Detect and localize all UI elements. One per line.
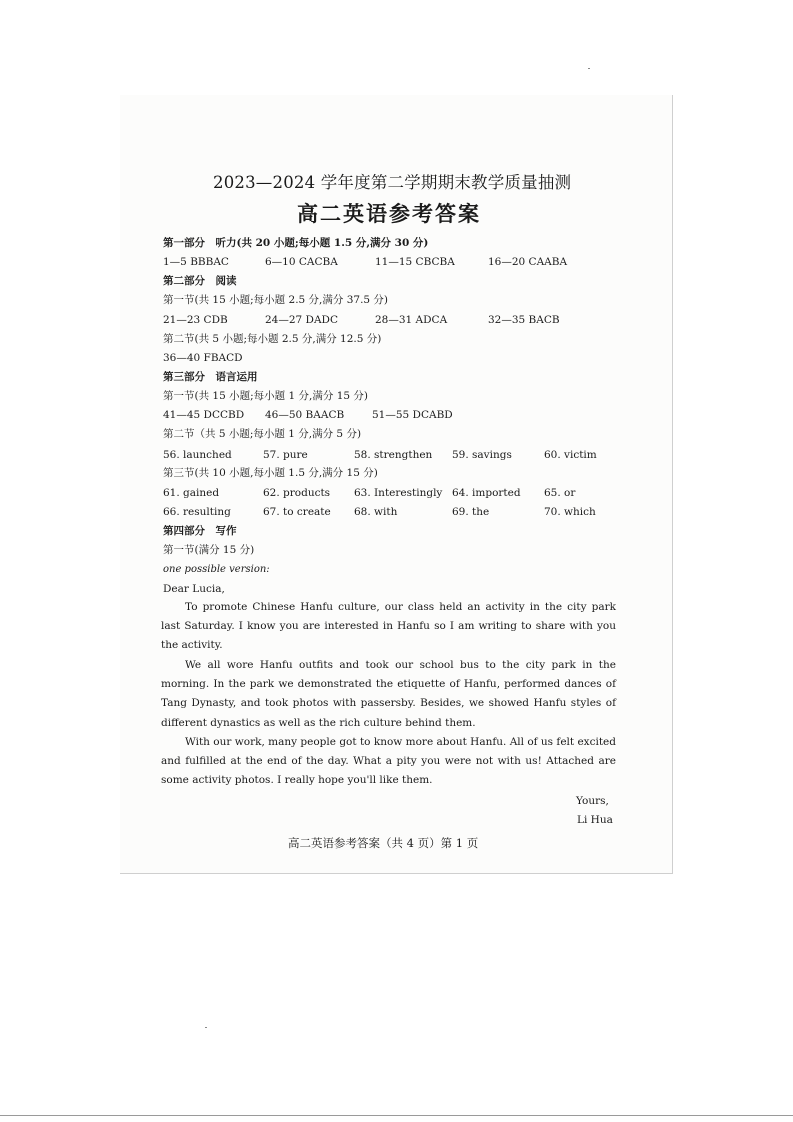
letter-paragraph <box>161 598 616 656</box>
answer-item: 63. Interestingly <box>354 487 443 499</box>
part3-section2-heading: 第二节（共 5 小题;每小题 1 分,满分 5 分) <box>163 428 362 440</box>
answer-item: 67. to create <box>263 506 331 518</box>
letter-signature: Li Hua <box>577 814 613 826</box>
paragraph-text: We all wore Hanfu outfits and took our school bus to the city park in the morning. In the park we demonstrated the etiquette of Hanfu, performed dances of Tang Dynasty, and took photos with passersby. Besides, we showed Hanfu styles of different dynastics as well as the rich culture behind them. <box>161 659 616 729</box>
answer-group: 1—5 BBBAC <box>163 256 229 268</box>
letter-paragraph <box>161 733 616 791</box>
page-title: 高二英语参考答案 <box>297 201 481 226</box>
answer-item: 64. imported <box>452 487 521 499</box>
part2-heading: 第二部分 阅读 <box>163 275 237 287</box>
paragraph-text: To promote Chinese Hanfu culture, our class held an activity in the city park last Saturday. I know you are interested in Hanfu so I am writing to share with you the activity. <box>161 601 616 652</box>
part4-heading: 第四部分 写作 <box>163 525 237 537</box>
answer-group: 36—40 FBACD <box>163 352 243 364</box>
answer-group: 24—27 DADC <box>265 314 339 326</box>
answer-item: 70. which <box>544 506 596 518</box>
part2-section1-heading: 第一节(共 15 小题;每小题 2.5 分,满分 37.5 分) <box>163 294 389 306</box>
part3-heading: 第三部分 语言运用 <box>163 371 258 383</box>
letter-greeting: Dear Lucia, <box>163 583 225 595</box>
letter-closing: Yours, <box>576 795 609 807</box>
answer-item: 68. with <box>354 506 398 518</box>
answer-group: 6—10 CACBA <box>265 256 338 268</box>
answer-item: 57. pure <box>263 449 308 461</box>
answer-group: 51—55 DCABD <box>372 409 453 421</box>
answer-item: 69. the <box>452 506 490 518</box>
answer-group: 21—23 CDB <box>163 314 228 326</box>
answer-group: 41—45 DCCBD <box>163 409 245 421</box>
page-footer: 高二英语参考答案（共 4 页）第 1 页 <box>288 836 479 850</box>
answer-item: 65. or <box>544 487 576 499</box>
part1-heading: 第一部分 听力(共 20 小题;每小题 1.5 分,满分 30 分) <box>163 237 429 249</box>
answer-item: 60. victim <box>544 449 597 461</box>
answer-item: 59. savings <box>452 449 512 461</box>
part3-section1-heading: 第一节(共 15 小题;每小题 1 分,满分 15 分) <box>163 390 368 402</box>
answer-group: 11—15 CBCBA <box>375 256 455 268</box>
version-label: one possible version: <box>163 564 270 575</box>
part2-section2-heading: 第二节(共 5 小题;每小题 2.5 分,满分 12.5 分) <box>163 333 382 345</box>
exam-subtitle: 2023—2024 学年度第二学期期末教学质量抽测 <box>213 173 572 192</box>
answer-item: 56. launched <box>163 449 232 461</box>
part4-section1-heading: 第一节(满分 15 分) <box>163 544 255 556</box>
paragraph-text: With our work, many people got to know more about Hanfu. All of us felt excited and fulfilled at the end of the day. What a pity you were not with us! Attached are some activity photos. I really hope you'll like them. <box>161 736 616 787</box>
part3-section3-heading: 第三节(共 10 小题,每小题 1.5 分,满分 15 分) <box>163 467 378 479</box>
answer-item: 62. products <box>263 487 331 499</box>
page-edge-line <box>0 1115 793 1116</box>
answer-item: 61. gained <box>163 487 220 499</box>
answer-group: 28—31 ADCA <box>375 314 448 326</box>
scan-speck <box>205 1027 207 1028</box>
answer-item: 58. strengthen <box>354 449 433 461</box>
answer-group: 16—20 CAABA <box>488 256 568 268</box>
answer-group: 32—35 BACB <box>488 314 560 326</box>
scan-speck <box>588 68 590 69</box>
answer-item: 66. resulting <box>163 506 231 518</box>
answer-group: 46—50 BAACB <box>265 409 345 421</box>
letter-paragraph <box>161 656 616 733</box>
